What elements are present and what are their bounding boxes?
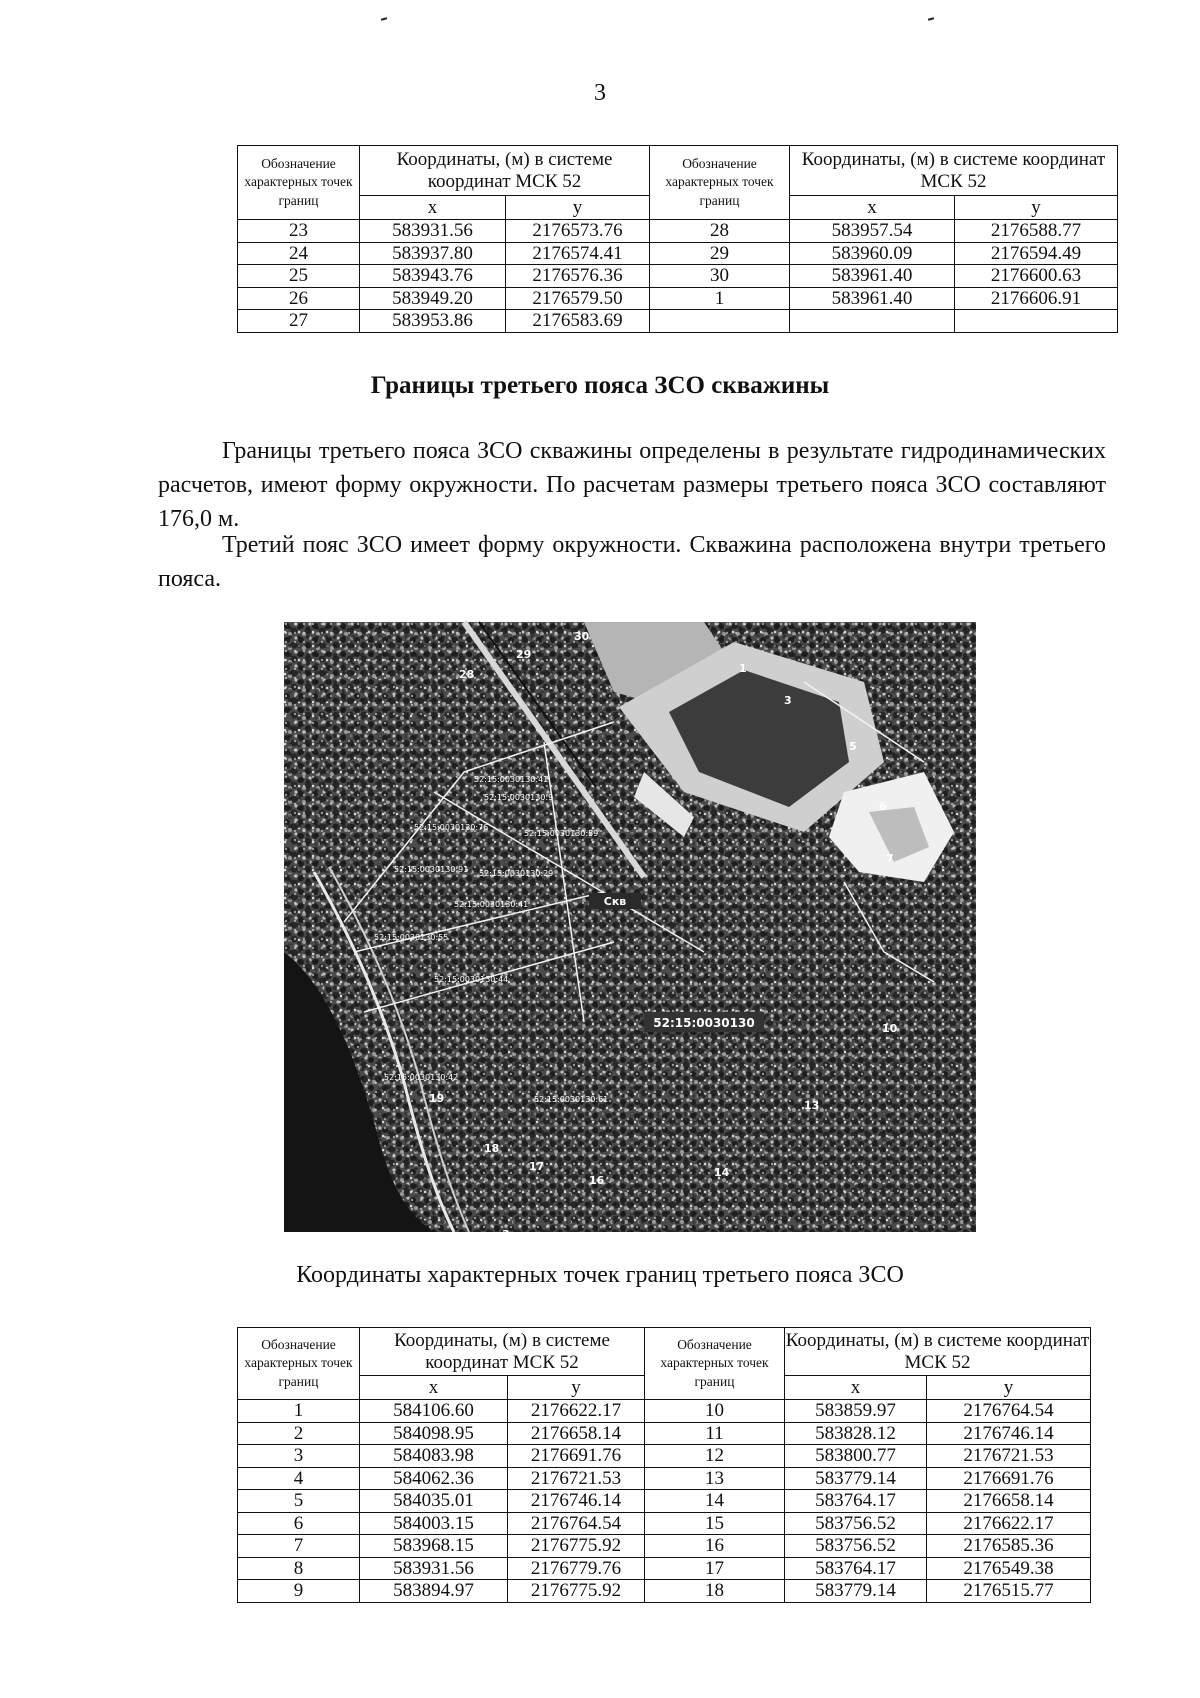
y-coordinate-cell: 2176606.91: [955, 287, 1118, 310]
y-coordinate-cell: 2176721.53: [508, 1467, 645, 1490]
svg-text:3: 3: [502, 1228, 510, 1241]
y-coordinate-cell: 2176576.36: [506, 265, 650, 288]
point-number-cell: 11: [645, 1422, 785, 1445]
y-coordinate-cell: 2176775.92: [508, 1580, 645, 1603]
x-coordinate-cell: 583960.09: [790, 242, 955, 265]
point-number-cell: 23: [238, 220, 360, 243]
point-number-cell: 29: [650, 242, 790, 265]
coordinates-table: [237, 1327, 1091, 1603]
y-coordinate-cell: 2176579.50: [506, 287, 650, 310]
coord-header: Координаты, (м) в системе координат МСК 52: [360, 1328, 645, 1376]
aerial-map-drawing: [284, 622, 976, 1241]
x-coordinate-cell: 583968.15: [360, 1535, 508, 1558]
y-coordinate-cell: 2176658.14: [508, 1422, 645, 1445]
point-number-cell: 1: [650, 287, 790, 310]
well-label: Скв: [603, 895, 627, 908]
x-coordinate-cell: 583961.40: [790, 265, 955, 288]
y-header: y: [927, 1376, 1091, 1400]
y-header: y: [506, 196, 650, 220]
y-coordinate-cell: 2176721.53: [927, 1445, 1091, 1468]
x-coordinate-cell: 584003.15: [360, 1512, 508, 1535]
x-coordinate-cell: 583931.56: [360, 1557, 508, 1580]
svg-text:30: 30: [574, 630, 590, 643]
x-coordinate-cell: 583949.20: [360, 287, 506, 310]
svg-text:52:15:0030130:91: 52:15:0030130:91: [394, 865, 469, 874]
point-number-cell: 27: [238, 310, 360, 333]
x-coordinate-cell: 584062.36: [360, 1467, 508, 1490]
paragraph-text: Границы третьего пояса ЗСО скважины определены в результате гидродинамических расчетов, имеют форму окружности. По расчетам размеры третьего пояса ЗСО составляют 176,0 м.: [158, 438, 1106, 532]
point-number-cell: 24: [238, 242, 360, 265]
y-coordinate-cell: 2176764.54: [508, 1512, 645, 1535]
y-coordinate-cell: 2176746.14: [508, 1490, 645, 1513]
y-coordinate-cell: 2176764.54: [927, 1400, 1091, 1423]
paragraph: [158, 434, 1106, 536]
table-row: [238, 265, 1118, 288]
x-coordinate-cell: 583961.40: [790, 287, 955, 310]
x-coordinate-cell: 583859.97: [785, 1400, 927, 1423]
point-number-cell: 7: [238, 1535, 360, 1558]
y-coordinate-cell: 2176583.69: [506, 310, 650, 333]
svg-text:52:15:0030130:41: 52:15:0030130:41: [454, 900, 529, 909]
table-body: [238, 220, 1118, 333]
x-header: x: [360, 196, 506, 220]
x-coordinate-cell: 584098.95: [360, 1422, 508, 1445]
scan-mark-left: [381, 17, 387, 20]
point-number-cell: 5: [238, 1490, 360, 1513]
coord-header: Координаты, (м) в системе координат МСК 52: [360, 146, 650, 196]
y-coordinate-cell: 2176658.14: [927, 1490, 1091, 1513]
x-coordinate-cell: [790, 310, 955, 333]
point-number-cell: 16: [645, 1535, 785, 1558]
svg-text:52:15:0030130:42: 52:15:0030130:42: [384, 1073, 459, 1082]
coord-header: Координаты, (м) в системе координат МСК 52: [785, 1328, 1091, 1376]
x-coordinate-cell: 583779.14: [785, 1580, 927, 1603]
y-coordinate-cell: 2176585.36: [927, 1535, 1091, 1558]
point-number-cell: 4: [238, 1467, 360, 1490]
svg-text:3: 3: [784, 694, 792, 707]
table-row: [238, 310, 1118, 333]
point-number-cell: 6: [238, 1512, 360, 1535]
x-coordinate-cell: 583953.86: [360, 310, 506, 333]
y-coordinate-cell: 2176746.14: [927, 1422, 1091, 1445]
x-coordinate-cell: 583800.77: [785, 1445, 927, 1468]
point-number-cell: 25: [238, 265, 360, 288]
x-coordinate-cell: 583931.56: [360, 220, 506, 243]
svg-text:52:15:0030130:9: 52:15:0030130:9: [484, 793, 554, 802]
svg-text:52:15:0030130:55: 52:15:0030130:55: [374, 933, 449, 942]
svg-text:52:15:0030130:44: 52:15:0030130:44: [434, 975, 509, 984]
point-number-cell: 15: [645, 1512, 785, 1535]
svg-text:16: 16: [589, 1174, 605, 1187]
table-row: [238, 1535, 1091, 1558]
point-header: Обозначение характерных точек границ: [238, 1328, 360, 1400]
point-number-cell: 30: [650, 265, 790, 288]
x-coordinate-cell: 583894.97: [360, 1580, 508, 1603]
table-row: [238, 1422, 1091, 1445]
point-number-cell: 2: [238, 1422, 360, 1445]
x-coordinate-cell: 583937.80: [360, 242, 506, 265]
point-number-cell: 3: [238, 1445, 360, 1468]
table-row: [238, 1400, 1091, 1423]
section-heading: Границы третьего пояса ЗСО скважины: [370, 372, 830, 399]
y-coordinate-cell: 2176588.77: [955, 220, 1118, 243]
x-header: x: [360, 1376, 508, 1400]
svg-text:52:15:0030130:76: 52:15:0030130:76: [414, 823, 489, 832]
y-coordinate-cell: 2176573.76: [506, 220, 650, 243]
x-coordinate-cell: 583764.17: [785, 1490, 927, 1513]
svg-text:18: 18: [484, 1142, 500, 1155]
point-number-cell: 17: [645, 1557, 785, 1580]
parcel-label: 52:15:0030130: [653, 1016, 755, 1030]
svg-text:10: 10: [882, 1022, 898, 1035]
y-coordinate-cell: 2176622.17: [508, 1400, 645, 1423]
table-row: [238, 1580, 1091, 1603]
point-header: Обозначение характерных точек границ: [238, 146, 360, 220]
table-row: [238, 1490, 1091, 1513]
point-number-cell: 1: [238, 1400, 360, 1423]
table-row: [238, 242, 1118, 265]
x-coordinate-cell: 583756.52: [785, 1512, 927, 1535]
table-row: [238, 1512, 1091, 1535]
svg-text:52:15:0030130:41: 52:15:0030130:41: [474, 775, 549, 784]
point-number-cell: 9: [238, 1580, 360, 1603]
svg-text:7: 7: [886, 852, 894, 865]
table-row: [238, 287, 1118, 310]
x-coordinate-cell: 583828.12: [785, 1422, 927, 1445]
svg-text:5: 5: [849, 740, 857, 753]
table-row: [238, 220, 1118, 243]
coordinates-table-continuation: [237, 145, 1118, 333]
svg-text:28: 28: [459, 668, 475, 681]
point-number-cell: 28: [650, 220, 790, 243]
point-number-cell: 10: [645, 1400, 785, 1423]
y-coordinate-cell: 2176594.49: [955, 242, 1118, 265]
y-coordinate-cell: 2176574.41: [506, 242, 650, 265]
point-number-cell: 18: [645, 1580, 785, 1603]
x-header: x: [785, 1376, 927, 1400]
x-coordinate-cell: 584035.01: [360, 1490, 508, 1513]
y-coordinate-cell: 2176779.76: [508, 1557, 645, 1580]
svg-text:52:15:0030130:29: 52:15:0030130:29: [479, 869, 554, 878]
point-header: Обозначение характерных точек границ: [650, 146, 790, 220]
y-header: y: [508, 1376, 645, 1400]
point-number-cell: 26: [238, 287, 360, 310]
table-row: [238, 1445, 1091, 1468]
point-number-cell: 13: [645, 1467, 785, 1490]
paragraph: [158, 528, 1106, 596]
aerial-map-image: [284, 622, 976, 1241]
x-coordinate-cell: 583779.14: [785, 1467, 927, 1490]
table-body: [238, 1400, 1091, 1603]
x-header: x: [790, 196, 955, 220]
svg-text:52:15:0030130:59: 52:15:0030130:59: [524, 829, 599, 838]
x-coordinate-cell: 584083.98: [360, 1445, 508, 1468]
y-coordinate-cell: 2176622.17: [927, 1512, 1091, 1535]
x-coordinate-cell: 583756.52: [785, 1535, 927, 1558]
table-row: [238, 1557, 1091, 1580]
svg-text:13: 13: [804, 1099, 820, 1112]
point-number-cell: 14: [645, 1490, 785, 1513]
point-number-cell: [650, 310, 790, 333]
point-number-cell: 8: [238, 1557, 360, 1580]
svg-text:52:15:0030130:61: 52:15:0030130:61: [534, 1095, 609, 1104]
y-coordinate-cell: 2176549.38: [927, 1557, 1091, 1580]
point-header: Обозначение характерных точек границ: [645, 1328, 785, 1400]
svg-text:14: 14: [714, 1166, 730, 1179]
x-coordinate-cell: 583943.76: [360, 265, 506, 288]
coord-header: Координаты, (м) в системе координат МСК 52: [790, 146, 1118, 196]
y-coordinate-cell: 2176600.63: [955, 265, 1118, 288]
table-row: [238, 1467, 1091, 1490]
y-coordinate-cell: [955, 310, 1118, 333]
x-coordinate-cell: 583764.17: [785, 1557, 927, 1580]
svg-text:29: 29: [516, 648, 532, 661]
y-coordinate-cell: 2176775.92: [508, 1535, 645, 1558]
y-coordinate-cell: 2176691.76: [927, 1467, 1091, 1490]
y-coordinate-cell: 2176515.77: [927, 1580, 1091, 1603]
y-coordinate-cell: 2176691.76: [508, 1445, 645, 1468]
x-coordinate-cell: 584106.60: [360, 1400, 508, 1423]
svg-text:6: 6: [879, 800, 887, 813]
svg-text:1: 1: [739, 662, 747, 675]
table-caption: Координаты характерных точек границ третьего пояса ЗСО: [296, 1262, 904, 1288]
point-number-cell: 12: [645, 1445, 785, 1468]
y-header: y: [955, 196, 1118, 220]
svg-text:17: 17: [529, 1160, 545, 1173]
svg-text:19: 19: [429, 1092, 445, 1105]
scan-mark-right: [928, 17, 934, 20]
paragraph-text: Третий пояс ЗСО имеет форму окружности. Скважина расположена внутри третьего пояса.: [158, 532, 1106, 592]
page-number: 3: [594, 80, 606, 106]
x-coordinate-cell: 583957.54: [790, 220, 955, 243]
